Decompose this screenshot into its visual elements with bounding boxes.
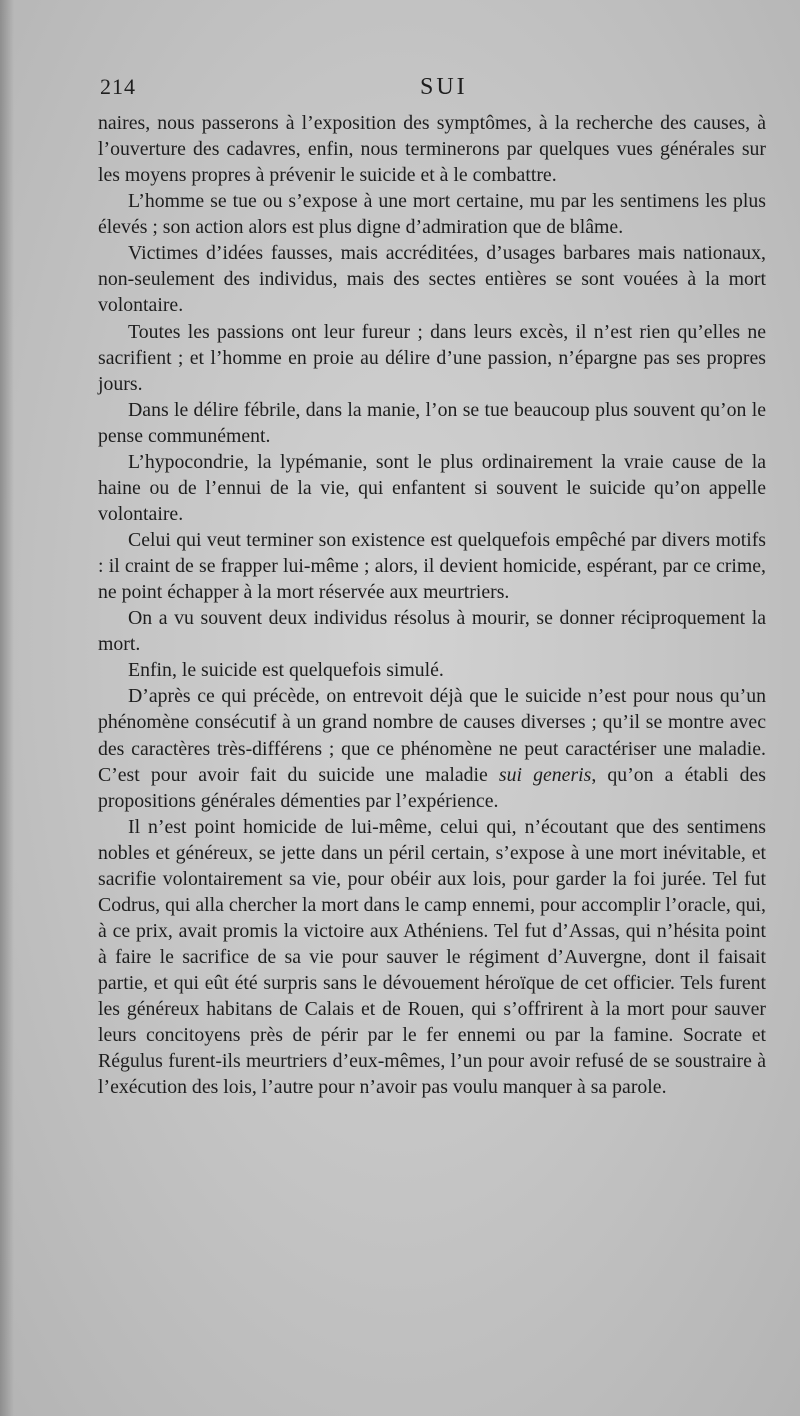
paragraph-4: Toutes les passions ont leur fureur ; dans leurs excès, il n’est rien qu’elles ne sacrifient ; et l’homme en proie au délire d’une passion, n’épargne pas ses propres jours.	[98, 320, 766, 395]
paragraph-1: naires, nous passerons à l’exposition des symptômes, à la recherche des causes, à l’ouverture des cadavres, enfin, nous terminerons par quelques vues générales sur les moyens propres à prévenir le suicide et à le combattre.	[98, 112, 766, 187]
paragraph-10-italic: sui generis	[498, 763, 592, 786]
paragraph-10	[98, 683, 766, 813]
paragraph-9: Enfin, le suicide est quelquefois simulé.	[128, 659, 444, 682]
paragraph-8: On a vu souvent deux individus résolus à mourir, se donner réciproquement la mort.	[98, 607, 766, 656]
running-title: SUI	[420, 74, 468, 100]
paragraph-2: L’homme se tue ou s’expose à une mort certaine, mu par les sentimens les plus élevés ; son action alors est plus digne d’admiration que de blâme.	[98, 190, 766, 239]
running-head	[100, 74, 760, 104]
paragraph-6: L’hypocondrie, la lypémanie, sont le plus ordinairement la vraie cause de la haine ou de l’ennui de la vie, qui enfantent si souvent le suicide qu’on appelle volontaire.	[98, 450, 766, 525]
paragraph-10-text-before: D’après ce qui précède, on entrevoit déjà que le suicide n’est pour nous qu’un phénomène consécutif à un grand nombre de causes diverses ; qu’il se montre avec des caractères très-différens ; que ce phénomène ne peut caractériser une maladie. C’est pour avoir fait du suicide une maladie	[98, 685, 766, 786]
paragraph-3: Victimes d’idées fausses, mais accréditées, d’usages barbares mais nationaux, non-seulement des individus, mais des sectes entières se sont vouées à la mort volontaire.	[98, 242, 766, 317]
page-number: 214	[100, 74, 136, 99]
body-text	[98, 110, 766, 1100]
paragraph-7: Celui qui veut terminer son existence est quelquefois empêché par divers motifs : il craint de se frapper lui-même ; alors, il devient homicide, espérant, par ce crime, ne point échapper à la mort réservée aux meurtriers.	[98, 529, 766, 604]
paragraph-11: Il n’est point homicide de lui-même, celui qui, n’écoutant que des sentimens nobles et généreux, se jette dans un péril certain, s’expose à une mort inévitable, et sacrifie volontairement sa vie, pour obéir aux lois, pour garder la foi jurée. Tel fut Codrus, qui alla chercher la mort dans le camp ennemi, pour accomplir l’oracle, qui, à ce prix, avait promis la victoire aux Athéniens. Tel fut d’Assas, qui n’hésita point à faire le sacrifice de sa vie pour sauver le régiment d’Auvergne, dont il faisait partie, et qui eût été surpris sans le dévouement héroïque de cet officier. Tels furent les généreux habitans de Calais et de Rouen, qui s’offrirent à la mort pour sauver leurs concitoyens près de périr par le fer ennemi ou par la famine. Socrate et Régulus furent-ils meurtriers d’eux-mêmes, l’un pour avoir refusé de se soustraire à l’exécution des lois, l’autre pour n’avoir pas voulu manquer à sa parole.	[98, 815, 766, 1099]
paragraph-5: Dans le délire fébrile, dans la manie, l’on se tue beaucoup plus souvent qu’on le pense communément.	[98, 398, 766, 447]
paragraph-10-text-after: , qu’on a établi des propositions générales démenties par l’expérience.	[98, 763, 767, 812]
